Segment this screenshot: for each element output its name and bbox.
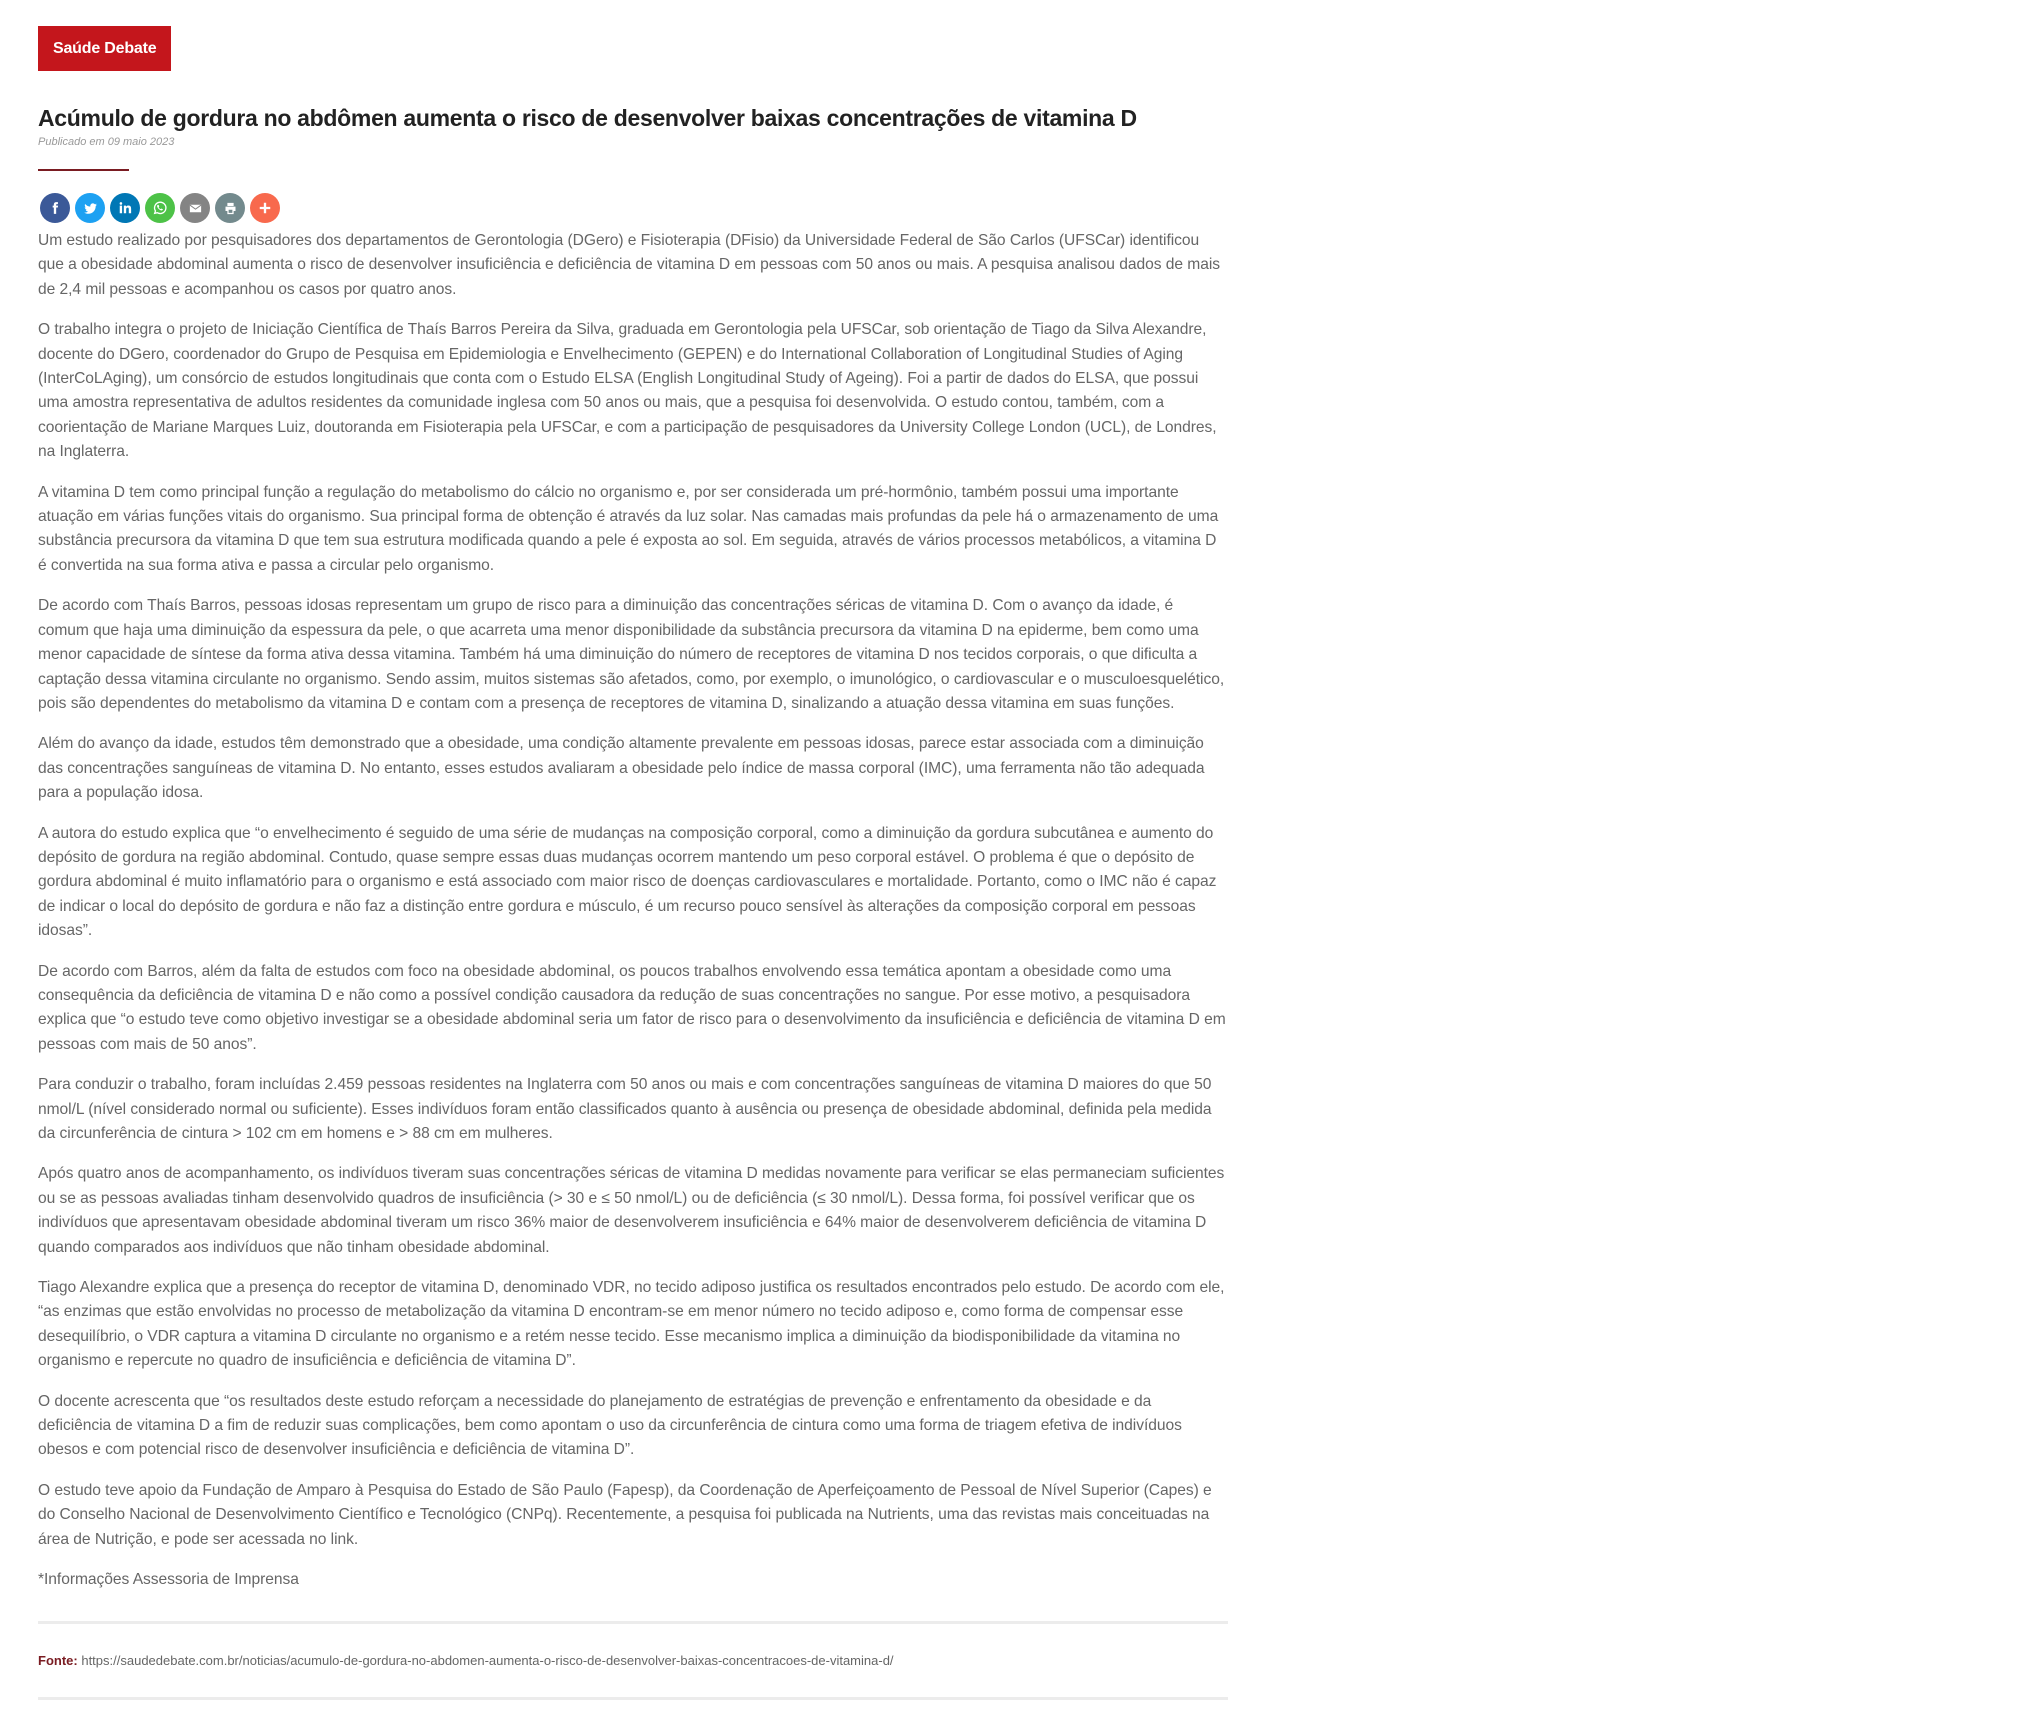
source-divider-bottom	[38, 1697, 1228, 1700]
source-url-link[interactable]: https://saudedebate.com.br/noticias/acumulo-de-gordura-no-abdomen-aumenta-o-risco-de-desenvolver-baixas-concentracoes-de-vitamina-d/	[81, 1652, 894, 1668]
article-paragraph: De acordo com Thaís Barros, pessoas idosas representam um grupo de risco para a diminuição das concentrações séricas de vitamina D. Com o avanço da idade, é comum que haja uma diminuição da espessura da pele, o que acarreta uma menor disponibilidade da substância precursora da vitamina D na epiderme, bem como uma menor capacidade de síntese da forma ativa dessa vitamina. Também há uma diminuição do número de receptores de vitamina D nos tecidos corporais, o que dificulta a captação dessa vitamina circulante no organismo. Sendo assim, muitos sistemas são afetados, como, por exemplo, o imunológico, o cardiovascular e o musculoesquelético, pois são dependentes do metabolismo da vitamina D e contam com a presença de receptores de vitamina D, sinalizando a atuação dessa vitamina em suas funções.	[38, 597, 1225, 712]
article-paragraph: A vitamina D tem como principal função a regulação do metabolismo do cálcio no organismo e, por ser considerada um pré-hormônio, também possui uma importante atuação em várias funções vitais do organismo. Sua principal forma de obtenção é através da luz solar. Nas camadas mais profundas da pele há o armazenamento de uma substância precursora da vitamina D que tem sua estrutura modificada quando a pele é exposta ao sol. Em seguida, através de vários processos metabólicos, a vitamina D é convertida na sua forma ativa e passa a circular pelo organismo.	[38, 483, 1219, 574]
more-icon[interactable]	[250, 193, 280, 223]
article-paragraph: A autora do estudo explica que “o envelhecimento é seguido de uma série de mudanças na composição corporal, como a diminuição da gordura subcutânea e aumento do depósito de gordura na região abdominal. Contudo, quase sempre essas duas mudanças ocorrem mantendo um peso corporal estável. O problema é que o depósito de gordura abdominal é muito inflamatório para o organismo e está associado com maior risco de doenças cardiovasculares e mortalidade. Portanto, como o IMC não é capaz de indicar o local do depósito de gordura e não faz a distinção entre gordura e músculo, é um recurso pouco sensível às alterações da composição corporal em pessoas idosas”.	[38, 824, 1217, 940]
source-divider-top	[38, 1621, 1228, 1624]
article-paragraph: Para conduzir o trabalho, foram incluídas 2.459 pessoas residentes na Inglaterra com 50 anos ou mais e com concentrações sanguíneas de vitamina D maiores do que 50 nmol/L (nível considerado normal ou suficiente). Esses indivíduos foram então classificados quanto à ausência ou presença de obesidade abdominal, definida pela medida da circunferência de cintura > 102 cm em homens e > 88 cm em mulheres.	[38, 1076, 1212, 1142]
print-icon[interactable]	[215, 193, 245, 223]
article-paragraph: Um estudo realizado por pesquisadores dos departamentos de Gerontologia (DGero) e Fisioterapia (DFisio) da Universidade Federal de São Carlos (UFSCar) identificou que a obesidade abdominal aumenta o risco de desenvolver insuficiência e deficiência de vitamina D em pessoas com 50 anos ou mais. A pesquisa analisou dados de mais de 2,4 mil pessoas e acompanhou os casos por quatro anos.	[38, 232, 1220, 298]
article-container	[38, 26, 1228, 1700]
article-paragraph: De acordo com Barros, além da falta de estudos com foco na obesidade abdominal, os poucos trabalhos envolvendo essa temática apontam a obesidade como uma consequência da deficiência de vitamina D e não como a possível condição causadora da redução de suas concentrações no sangue. Por esse motivo, a pesquisadora explica que “o estudo teve como objetivo investigar se a obesidade abdominal seria um fator de risco para o desenvolvimento da insuficiência e deficiência de vitamina D em pessoas com mais de 50 anos”.	[38, 962, 1226, 1053]
published-date	[38, 135, 1228, 149]
article-paragraph: O trabalho integra o projeto de Iniciação Científica de Thaís Barros Pereira da Silva, graduada em Gerontologia pela UFSCar, sob orientação de Tiago da Silva Alexandre, docente do DGero, coordenador do Grupo de Pesquisa em Epidemiologia e Envelhecimento (GEPEN) e do International Collaboration of Longitudinal Studies of Aging (InterCoLAging), um consórcio de estudos longitudinais que conta com o Estudo ELSA (English Longitudinal Study of Ageing). Foi a partir de dados do ELSA, que possui uma amostra representativa de adultos residentes da comunidade inglesa com 50 anos ou mais, que a pesquisa foi desenvolvida. O estudo contou, também, com a coorientação de Mariane Marques Luiz, doutoranda em Fisioterapia pela UFSCar, e com a participação de pesquisadores da University College London (UCL), de Londres, na Inglaterra.	[38, 321, 1217, 461]
site-badge[interactable]: Saúde Debate	[38, 26, 171, 71]
article-paragraph: O estudo teve apoio da Fundação de Amparo à Pesquisa do Estado de São Paulo (Fapesp), da Coordenação de Aperfeiçoamento de Pessoal de Nível Superior (Capes) e do Conselho Nacional de Desenvolvimento Científico e Tecnológico (CNPq). Recentemente, a pesquisa foi publicada na Nutrients, uma das revistas mais conceituadas na área de Nutrição, e pode ser acessada no link.	[38, 1481, 1212, 1548]
article-title: Acúmulo de gordura no abdômen aumenta o risco de desenvolver baixas concentrações de vitamina D	[38, 105, 1137, 131]
article-paragraph: O docente acrescenta que “os resultados deste estudo reforçam a necessidade do planejamento de estratégias de prevenção e enfrentamento da obesidade e da deficiência de vitamina D a fim de reduzir suas complicações, bem como apontam o uso da circunferência de cintura como uma forma de triagem efetiva de indivíduos obesos e com potencial risco de desenvolver insuficiência e deficiência de vitamina D”.	[38, 1392, 1182, 1459]
title-divider	[38, 169, 129, 171]
share-bar	[38, 193, 1228, 223]
article-paragraph: Tiago Alexandre explica que a presença do receptor de vitamina D, denominado VDR, no tecido adiposo justifica os resultados encontrados pelo estudo. De acordo com ele, “as enzimas que estão envolvidas no processo de metabolização da vitamina D encontram-se em menor número no tecido adiposo e, como forma de compensar esse desequilíbrio, o VDR captura a vitamina D circulante no organismo e a retém nesse tecido. Esse mecanismo implica a diminuição da biodisponibilidade da vitamina no organismo e repercute no quadro de insuficiência e deficiência de vitamina D”.	[38, 1279, 1225, 1370]
twitter-icon[interactable]	[75, 193, 105, 223]
whatsapp-icon[interactable]	[145, 193, 175, 223]
linkedin-icon[interactable]	[110, 193, 140, 223]
source-line	[38, 1652, 1228, 1670]
facebook-icon[interactable]	[40, 193, 70, 223]
article-paragraph: Após quatro anos de acompanhamento, os indivíduos tiveram suas concentrações séricas de vitamina D medidas novamente para verificar se elas permaneciam suficientes ou se as pessoas avaliadas tinham desenvolvido quadros de insuficiência (> 30 e ≤ 50 nmol/L) ou de deficiência (≤ 30 nmol/L). Dessa forma, foi possível verificar que os indivíduos que apresentavam obesidade abdominal tiveram um risco 36% maior de desenvolverem insuficiência e 64% maior de desenvolverem deficiência de vitamina D quando comparados aos indivíduos que não tinham obesidade abdominal.	[38, 1165, 1225, 1256]
email-icon[interactable]	[180, 193, 210, 223]
article-body	[38, 229, 1228, 1593]
published-label: Publicado em	[38, 136, 105, 148]
press-credit: *Informações Assessoria de Imprensa	[38, 1571, 299, 1589]
article-paragraph: Além do avanço da idade, estudos têm demonstrado que a obesidade, uma condição altamente prevalente em pessoas idosas, parece estar associada com a diminuição das concentrações sanguíneas de vitamina D. No entanto, esses estudos avaliaram a obesidade pelo índice de massa corporal (IMC), uma ferramenta não tão adequada para a população idosa.	[38, 735, 1205, 802]
published-date-value: 09 maio 2023	[107, 136, 175, 148]
source-label: Fonte:	[38, 1652, 78, 1668]
